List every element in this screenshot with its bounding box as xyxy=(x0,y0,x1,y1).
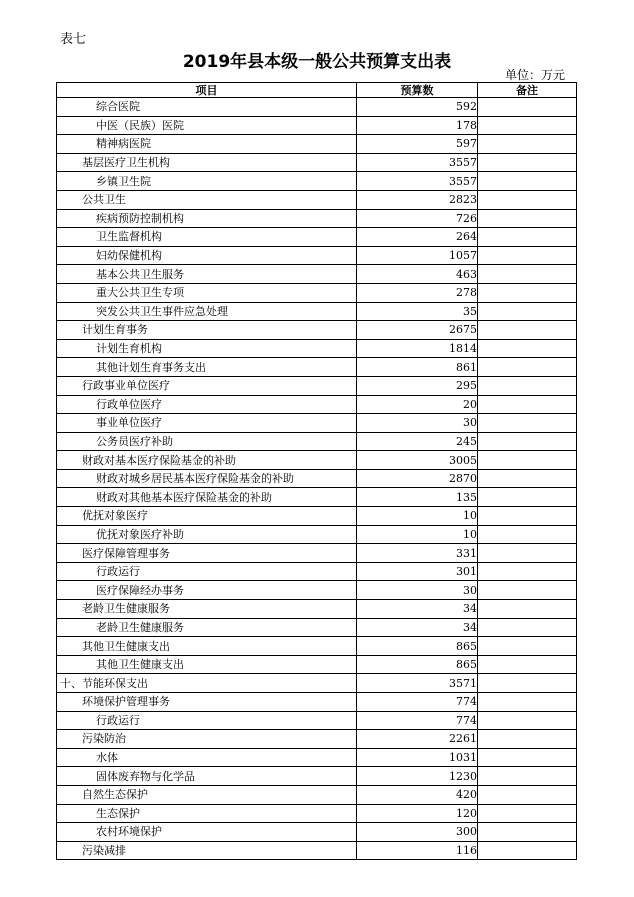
row-remark xyxy=(478,711,577,730)
row-budget-amount: 116 xyxy=(357,841,478,860)
row-item-name: 行政事业单位医疗 xyxy=(57,376,357,395)
row-budget-amount: 135 xyxy=(357,488,478,507)
row-remark xyxy=(478,339,577,358)
row-budget-amount: 245 xyxy=(357,432,478,451)
row-item-name: 十、节能环保支出 xyxy=(57,674,357,693)
unit-label: 单位：万元 xyxy=(505,68,566,82)
budget-table xyxy=(56,82,577,860)
table-row xyxy=(57,451,577,470)
row-remark xyxy=(478,544,577,563)
row-remark xyxy=(478,228,577,247)
column-header-remark: 备注 xyxy=(478,83,577,98)
row-item-name: 其他卫生健康支出 xyxy=(57,655,357,674)
row-item-name: 妇幼保健机构 xyxy=(57,246,357,265)
row-budget-amount: 2870 xyxy=(357,469,478,488)
row-remark xyxy=(478,618,577,637)
table-row xyxy=(57,674,577,693)
row-budget-amount: 264 xyxy=(357,228,478,247)
table-row xyxy=(57,116,577,135)
table-row xyxy=(57,395,577,414)
row-remark xyxy=(478,302,577,321)
row-remark xyxy=(478,98,577,117)
row-budget-amount: 34 xyxy=(357,600,478,619)
row-remark xyxy=(478,581,577,600)
table-row xyxy=(57,339,577,358)
row-item-name: 计划生育事务 xyxy=(57,321,357,340)
row-remark xyxy=(478,153,577,172)
row-budget-amount: 2823 xyxy=(357,190,478,209)
table-row xyxy=(57,562,577,581)
row-item-name: 医疗保障经办事务 xyxy=(57,581,357,600)
row-remark xyxy=(478,321,577,340)
row-remark xyxy=(478,804,577,823)
row-item-name: 生态保护 xyxy=(57,804,357,823)
row-remark xyxy=(478,469,577,488)
column-header-amount: 预算数 xyxy=(357,83,478,98)
row-remark xyxy=(478,358,577,377)
row-item-name: 污染减排 xyxy=(57,841,357,860)
row-remark xyxy=(478,451,577,470)
row-budget-amount: 278 xyxy=(357,283,478,302)
row-remark xyxy=(478,823,577,842)
table-row xyxy=(57,321,577,340)
row-budget-amount: 331 xyxy=(357,544,478,563)
page-title: 2019年县本级一般公共预算支出表 xyxy=(182,52,452,72)
row-remark xyxy=(478,767,577,786)
row-budget-amount: 865 xyxy=(357,637,478,656)
table-row xyxy=(57,488,577,507)
row-budget-amount: 463 xyxy=(357,265,478,284)
row-remark xyxy=(478,674,577,693)
row-item-name: 综合医院 xyxy=(57,98,357,117)
row-item-name: 环境保护管理事务 xyxy=(57,693,357,712)
table-row xyxy=(57,841,577,860)
row-item-name: 基层医疗卫生机构 xyxy=(57,153,357,172)
row-remark xyxy=(478,283,577,302)
row-item-name: 乡镇卫生院 xyxy=(57,172,357,191)
row-budget-amount: 295 xyxy=(357,376,478,395)
table-row xyxy=(57,804,577,823)
row-item-name: 行政单位医疗 xyxy=(57,395,357,414)
row-budget-amount: 774 xyxy=(357,711,478,730)
row-budget-amount: 10 xyxy=(357,525,478,544)
row-remark xyxy=(478,841,577,860)
row-budget-amount: 420 xyxy=(357,785,478,804)
row-remark xyxy=(478,730,577,749)
table-row xyxy=(57,376,577,395)
table-row xyxy=(57,618,577,637)
row-item-name: 事业单位医疗 xyxy=(57,414,357,433)
row-remark xyxy=(478,190,577,209)
row-budget-amount: 35 xyxy=(357,302,478,321)
row-budget-amount: 3557 xyxy=(357,153,478,172)
row-remark xyxy=(478,135,577,154)
row-budget-amount: 3571 xyxy=(357,674,478,693)
row-item-name: 中医（民族）医院 xyxy=(57,116,357,135)
row-budget-amount: 3557 xyxy=(357,172,478,191)
row-remark xyxy=(478,637,577,656)
row-remark xyxy=(478,562,577,581)
row-remark xyxy=(478,414,577,433)
row-item-name: 自然生态保护 xyxy=(57,785,357,804)
table-row xyxy=(57,655,577,674)
row-item-name: 财政对基本医疗保险基金的补助 xyxy=(57,451,357,470)
row-item-name: 农村环境保护 xyxy=(57,823,357,842)
row-budget-amount: 1814 xyxy=(357,339,478,358)
row-budget-amount: 301 xyxy=(357,562,478,581)
row-item-name: 财政对其他基本医疗保险基金的补助 xyxy=(57,488,357,507)
table-row xyxy=(57,767,577,786)
table-row xyxy=(57,711,577,730)
table-row xyxy=(57,785,577,804)
row-remark xyxy=(478,525,577,544)
row-budget-amount: 774 xyxy=(357,693,478,712)
row-item-name: 公务员医疗补助 xyxy=(57,432,357,451)
row-remark xyxy=(478,600,577,619)
row-budget-amount: 861 xyxy=(357,358,478,377)
row-remark xyxy=(478,748,577,767)
row-item-name: 突发公共卫生事件应急处理 xyxy=(57,302,357,321)
row-item-name: 疾病预防控制机构 xyxy=(57,209,357,228)
row-budget-amount: 865 xyxy=(357,655,478,674)
row-budget-amount: 726 xyxy=(357,209,478,228)
row-item-name: 重大公共卫生专项 xyxy=(57,283,357,302)
row-item-name: 财政对城乡居民基本医疗保险基金的补助 xyxy=(57,469,357,488)
column-header-item: 项目 xyxy=(57,83,357,98)
row-budget-amount: 10 xyxy=(357,507,478,526)
row-item-name: 计划生育机构 xyxy=(57,339,357,358)
row-remark xyxy=(478,246,577,265)
row-budget-amount: 2675 xyxy=(357,321,478,340)
table-row xyxy=(57,246,577,265)
row-item-name: 医疗保障管理事务 xyxy=(57,544,357,563)
row-budget-amount: 1230 xyxy=(357,767,478,786)
table-row xyxy=(57,544,577,563)
row-item-name: 老龄卫生健康服务 xyxy=(57,600,357,619)
row-budget-amount: 300 xyxy=(357,823,478,842)
table-row xyxy=(57,507,577,526)
row-remark xyxy=(478,376,577,395)
table-row xyxy=(57,693,577,712)
table-row xyxy=(57,581,577,600)
row-remark xyxy=(478,116,577,135)
table-body xyxy=(57,98,577,860)
row-budget-amount: 30 xyxy=(357,581,478,600)
row-item-name: 行政运行 xyxy=(57,562,357,581)
table-row xyxy=(57,302,577,321)
table-row xyxy=(57,283,577,302)
row-remark xyxy=(478,785,577,804)
row-budget-amount: 2261 xyxy=(357,730,478,749)
row-remark xyxy=(478,693,577,712)
row-budget-amount: 120 xyxy=(357,804,478,823)
row-remark xyxy=(478,209,577,228)
table-row xyxy=(57,414,577,433)
row-item-name: 其他卫生健康支出 xyxy=(57,637,357,656)
row-remark xyxy=(478,265,577,284)
table-row xyxy=(57,209,577,228)
row-budget-amount: 597 xyxy=(357,135,478,154)
row-budget-amount: 178 xyxy=(357,116,478,135)
row-budget-amount: 1057 xyxy=(357,246,478,265)
table-row xyxy=(57,637,577,656)
row-item-name: 水体 xyxy=(57,748,357,767)
table-number-label: 表七 xyxy=(60,32,87,47)
row-remark xyxy=(478,395,577,414)
table-row xyxy=(57,358,577,377)
table-row xyxy=(57,265,577,284)
row-item-name: 其他计划生育事务支出 xyxy=(57,358,357,377)
table-row xyxy=(57,172,577,191)
row-remark xyxy=(478,488,577,507)
table-row xyxy=(57,98,577,117)
row-item-name: 老龄卫生健康服务 xyxy=(57,618,357,637)
row-remark xyxy=(478,507,577,526)
row-item-name: 优抚对象医疗补助 xyxy=(57,525,357,544)
row-budget-amount: 1031 xyxy=(357,748,478,767)
table-row xyxy=(57,823,577,842)
table-row xyxy=(57,432,577,451)
row-budget-amount: 20 xyxy=(357,395,478,414)
row-item-name: 行政运行 xyxy=(57,711,357,730)
table-row xyxy=(57,525,577,544)
table-header-row xyxy=(57,83,577,98)
row-item-name: 固体废弃物与化学品 xyxy=(57,767,357,786)
table-row xyxy=(57,730,577,749)
row-remark xyxy=(478,432,577,451)
row-item-name: 基本公共卫生服务 xyxy=(57,265,357,284)
row-item-name: 卫生监督机构 xyxy=(57,228,357,247)
row-budget-amount: 3005 xyxy=(357,451,478,470)
table-row xyxy=(57,135,577,154)
row-item-name: 精神病医院 xyxy=(57,135,357,154)
row-remark xyxy=(478,172,577,191)
row-budget-amount: 34 xyxy=(357,618,478,637)
row-remark xyxy=(478,655,577,674)
row-budget-amount: 30 xyxy=(357,414,478,433)
row-budget-amount: 592 xyxy=(357,98,478,117)
table-row xyxy=(57,153,577,172)
table-row xyxy=(57,748,577,767)
row-item-name: 公共卫生 xyxy=(57,190,357,209)
table-row xyxy=(57,469,577,488)
table-row xyxy=(57,190,577,209)
table-row xyxy=(57,228,577,247)
row-item-name: 污染防治 xyxy=(57,730,357,749)
row-item-name: 优抚对象医疗 xyxy=(57,507,357,526)
table-row xyxy=(57,600,577,619)
